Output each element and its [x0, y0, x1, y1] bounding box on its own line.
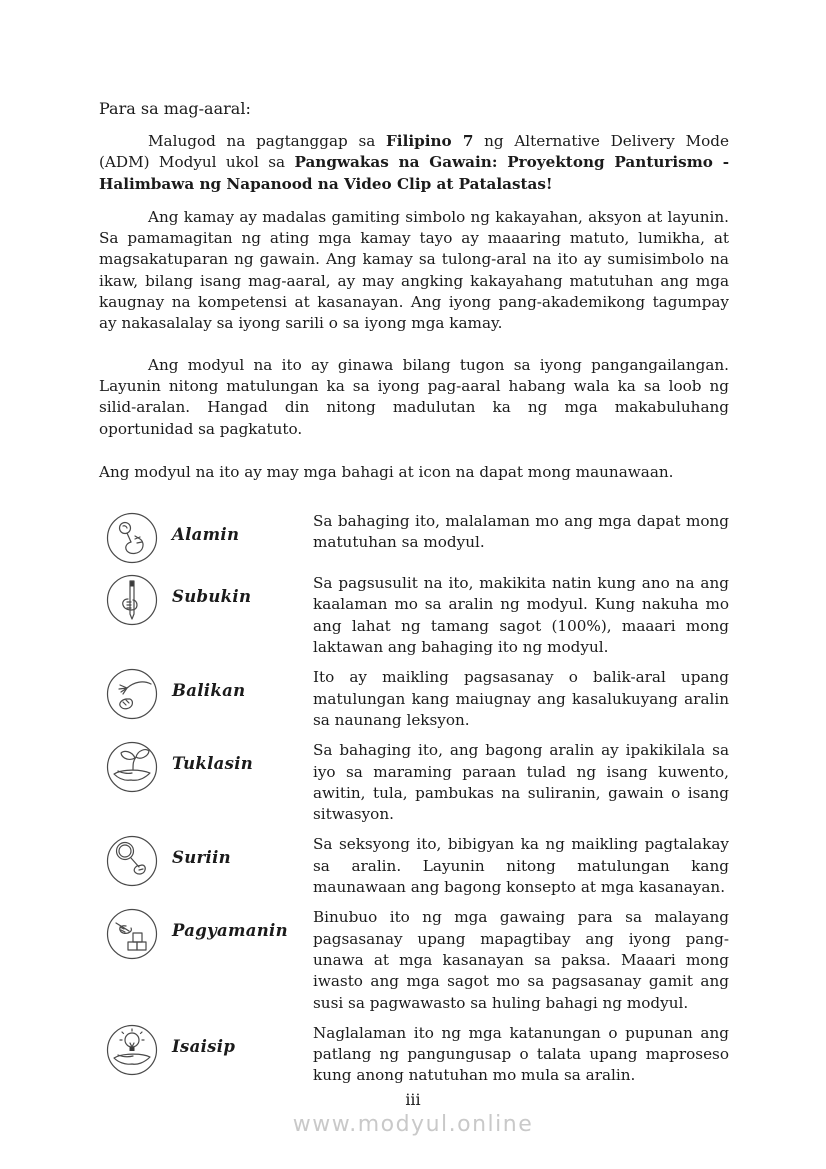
intro-p1-bold-subject: Filipino 7: [386, 132, 474, 150]
icon-label: Alamin: [172, 525, 240, 545]
magnifier-hand-icon: [106, 835, 172, 887]
table-row-suriin: [99, 833, 729, 898]
icon-description: Sa pagsusulit na ito, makikita natin kung ano na ang kaalaman mo sa aralin ng modyul. Kung nakuha mo ang lahat ng tamang sagot (100%), maaari mong laktawan ang bahaging ito ng modyul.: [313, 574, 729, 657]
stacking-blocks-icon: [106, 908, 172, 960]
icon-description: Binubuo ito ng mga gawaing para sa malayang pagsasanay upang mapagtibay ang iyong pang-unawa at mga kasanayan sa paksa. Maaari mong iwasto ang mga sagot mo sa pagsasanay gamit ang susi sa pagwawasto sa huling bahagi ng modyul.: [313, 908, 729, 1012]
page-number: iii: [405, 1090, 421, 1109]
watermark-text: www.modyul.online: [292, 1112, 534, 1137]
icon-label: Pagyamanin: [172, 921, 288, 941]
icon-description: Sa seksyong ito, bibigyan ka ng maikling pagtalakay sa aralin. Layunin nitong matulungan kang maunawaan ang bagong konsepto at mga kasanayan.: [313, 835, 729, 897]
table-row-isaisip: [99, 1022, 729, 1087]
icon-label: Tuklasin: [172, 754, 254, 774]
table-row-balikan: [99, 666, 729, 731]
icon-label: Subukin: [172, 587, 252, 607]
icon-description: Ito ay maikling pagsasanay o balik-aral upang matulungan kang maiugnay ang kasalukuyang aralin sa naunang leksyon.: [313, 668, 729, 729]
icon-label: Suriin: [172, 848, 231, 868]
intro-p1-text: Malugod na pagtanggap sa: [148, 132, 387, 150]
intro-paragraph-2: Ang kamay ay madalas gamiting simbolo ng kakayahan, aksyon at layunin. Sa pamamagitan ng ating mga kamay tayo ay maaaring matuto, lumikha, at magsakatuparan ng gawain. Ang kamay sa tulong-aral na ito ay sumisimbolo na ikaw, bilang isang mag-aaral, ay may angking kakayahang matutuhan ang mga kaugnay na kompetensi at kasanayan. Ang iyong pang-akademikong tagumpay ay nakasalalay sa iyong sarili o sa iyong mga kamay.: [99, 207, 729, 333]
icon-guide-lead-in: Ang modyul na ito ay may mga bahagi at icon na dapat mong maunawaan.: [99, 462, 674, 481]
table-row-tuklasin: [99, 739, 729, 825]
icon-label: Balikan: [172, 681, 246, 701]
intro-p1-bold-module-title: Pangwakas na Gawain: Proyektong Panturismo - Halimbawa ng Napanood na Video Clip at Patalastas!: [99, 153, 730, 193]
page-footer: [0, 1090, 826, 1137]
intro-p1-text-mid: ng Alternative Delivery Mode (ADM) Modyul ukol sa: [99, 132, 729, 172]
intro-paragraph-3: Ang modyul na ito ay ginawa bilang tugon sa iyong pangangailangan. Layunin nitong matulungan ka sa iyong pag-aaral habang wala ka sa loob ng silid-aralan. Hangad din nitong madulutan ka ng mga makabuluhang oportunidad sa pagkatuto.: [99, 355, 729, 438]
sprout-in-palm-icon: [106, 741, 172, 793]
page-title: Para sa mag-aaral:: [99, 99, 251, 118]
icon-description: Sa bahaging ito, malalaman mo ang mga dapat mong matutuhan sa modyul.: [313, 512, 729, 552]
bulb-in-palm-icon: [106, 1024, 172, 1076]
tap-hand-icon: [106, 512, 172, 564]
table-row-alamin: [99, 510, 729, 564]
intro-paragraph-1: [99, 131, 729, 195]
table-row-subukin: [99, 572, 729, 658]
table-row-pagyamanin: [99, 906, 729, 1013]
icon-label: Isaisip: [172, 1036, 236, 1056]
icon-guide-table: [99, 510, 729, 1087]
pencil-grip-icon: [106, 574, 172, 626]
icon-description: Sa bahaging ito, ang bagong aralin ay ipakikilala sa iyo sa maraming paraan tulad ng isang kuwento, awitin, tula, pambukas na suliranin, gawain o isang sitwasyon.: [313, 741, 729, 824]
reaching-hand-icon: [106, 668, 172, 720]
icon-description: Naglalaman ito ng mga katanungan o pupunan ang patlang ng pangungusap o talata upang maproseso kung anong natutuhan mo mula sa aralin.: [313, 1023, 729, 1085]
page-content: [99, 98, 729, 1095]
